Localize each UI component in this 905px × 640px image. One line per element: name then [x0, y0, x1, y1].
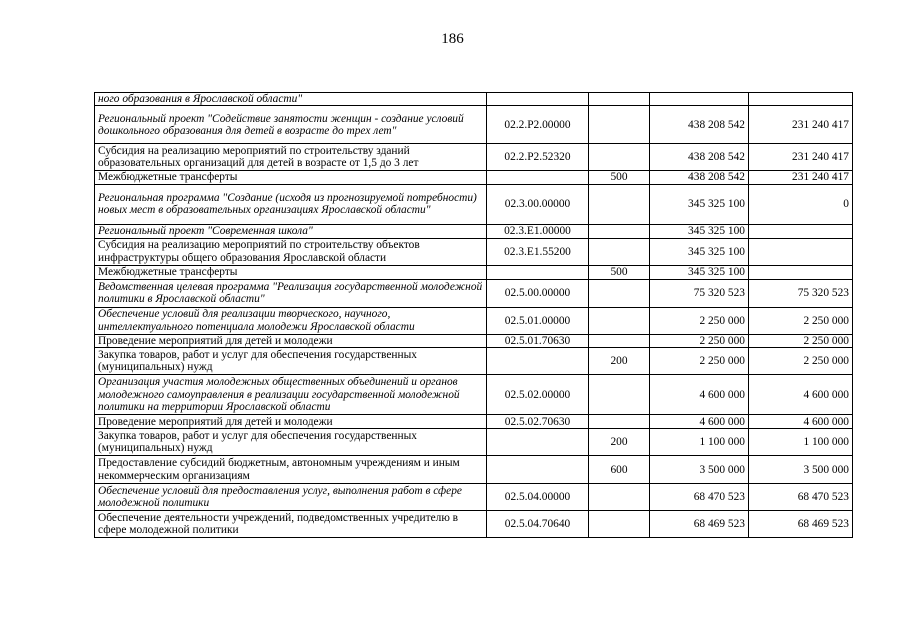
row-amount-1: 4 600 000	[650, 415, 749, 429]
row-amount-1: 345 325 100	[650, 238, 749, 265]
row-code	[487, 93, 589, 106]
table-row	[95, 307, 853, 334]
row-amount-2	[749, 265, 853, 279]
row-expense-type	[589, 238, 650, 265]
row-code: 02.2.P2.52320	[487, 144, 589, 171]
table-row	[95, 348, 853, 375]
row-expense-type	[589, 106, 650, 144]
row-expense-type: 200	[589, 348, 650, 375]
row-name: Предоставление субсидий бюджетным, автономным учреждениям и иным некоммерческим организациям	[95, 456, 487, 484]
row-name: Региональный проект "Содействие занятости женщин - создание условий дошкольного образования для детей в возрасте до трех лет"	[95, 106, 487, 144]
row-amount-2: 3 500 000	[749, 456, 853, 484]
row-name: Региональный проект "Современная школа"	[95, 224, 487, 238]
row-amount-2: 75 320 523	[749, 279, 853, 307]
row-code	[487, 265, 589, 279]
table-row	[95, 456, 853, 484]
table-row	[95, 238, 853, 265]
row-expense-type	[589, 93, 650, 106]
row-expense-type	[589, 184, 650, 224]
row-amount-2: 4 600 000	[749, 415, 853, 429]
row-code: 02.5.04.00000	[487, 484, 589, 511]
table-row	[95, 484, 853, 511]
row-name: Субсидия на реализацию мероприятий по строительству объектов инфраструктуры общего образования Ярославской области	[95, 238, 487, 265]
row-amount-1: 3 500 000	[650, 456, 749, 484]
row-amount-1: 4 600 000	[650, 375, 749, 415]
row-amount-2	[749, 224, 853, 238]
row-code: 02.3.E1.55200	[487, 238, 589, 265]
table-row	[95, 334, 853, 347]
row-amount-2: 68 470 523	[749, 484, 853, 511]
row-amount-1: 438 208 542	[650, 106, 749, 144]
table-row	[95, 415, 853, 429]
row-code: 02.5.02.70630	[487, 415, 589, 429]
row-name: Межбюджетные трансферты	[95, 265, 487, 279]
row-code: 02.5.01.00000	[487, 307, 589, 334]
table-row	[95, 171, 853, 184]
row-amount-1: 68 469 523	[650, 511, 749, 538]
row-amount-2: 1 100 000	[749, 429, 853, 456]
budget-table	[94, 92, 853, 538]
row-code: 02.5.00.00000	[487, 279, 589, 307]
row-name: Обеспечение условий для реализации творческого, научного, интеллектуального потенциала молодежи Ярославской области	[95, 307, 487, 334]
row-amount-2: 231 240 417	[749, 106, 853, 144]
row-name: Организация участия молодежных общественных объединений и органов молодежного самоуправления в реализации государственной молодежной политики на территории Ярославской области	[95, 375, 487, 415]
row-amount-1: 2 250 000	[650, 348, 749, 375]
row-expense-type: 500	[589, 265, 650, 279]
row-amount-1: 2 250 000	[650, 334, 749, 347]
row-expense-type: 500	[589, 171, 650, 184]
row-name: Проведение мероприятий для детей и молодежи	[95, 334, 487, 347]
row-name: Субсидия на реализацию мероприятий по строительству зданий образовательных организаций для детей в возрасте от 1,5 до 3 лет	[95, 144, 487, 171]
row-expense-type: 600	[589, 456, 650, 484]
page-number: 186	[441, 31, 464, 47]
row-code	[487, 429, 589, 456]
row-code: 02.2.P2.00000	[487, 106, 589, 144]
row-amount-1: 438 208 542	[650, 144, 749, 171]
table-row	[95, 375, 853, 415]
row-amount-2: 2 250 000	[749, 307, 853, 334]
row-amount-1	[650, 93, 749, 106]
row-amount-2: 4 600 000	[749, 375, 853, 415]
table-row	[95, 224, 853, 238]
row-name: Проведение мероприятий для детей и молодежи	[95, 415, 487, 429]
row-code	[487, 456, 589, 484]
row-amount-2: 0	[749, 184, 853, 224]
row-amount-2: 231 240 417	[749, 171, 853, 184]
row-expense-type	[589, 375, 650, 415]
row-amount-2: 68 469 523	[749, 511, 853, 538]
row-amount-1: 2 250 000	[650, 307, 749, 334]
row-code: 02.5.02.00000	[487, 375, 589, 415]
row-expense-type	[589, 279, 650, 307]
row-amount-2	[749, 238, 853, 265]
table-row	[95, 144, 853, 171]
row-amount-1: 345 325 100	[650, 265, 749, 279]
row-code	[487, 348, 589, 375]
row-amount-2	[749, 93, 853, 106]
row-name: Обеспечение деятельности учреждений, подведомственных учредителю в сфере молодежной политики	[95, 511, 487, 538]
row-amount-2: 2 250 000	[749, 334, 853, 347]
row-expense-type	[589, 334, 650, 347]
table-row	[95, 265, 853, 279]
row-name: Региональная программа "Создание (исходя из прогнозируемой потребности) новых мест в образовательных организациях Ярославской области"	[95, 184, 487, 224]
row-amount-1: 345 325 100	[650, 224, 749, 238]
table-row	[95, 184, 853, 224]
table-row	[95, 429, 853, 456]
row-name: ного образования в Ярославской области"	[95, 93, 487, 106]
row-expense-type	[589, 224, 650, 238]
row-code	[487, 171, 589, 184]
row-amount-1: 75 320 523	[650, 279, 749, 307]
row-name: Закупка товаров, работ и услуг для обеспечения государственных (муниципальных) нужд	[95, 429, 487, 456]
row-amount-1: 68 470 523	[650, 484, 749, 511]
row-expense-type: 200	[589, 429, 650, 456]
table-row	[95, 106, 853, 144]
row-name: Межбюджетные трансферты	[95, 171, 487, 184]
row-amount-1: 345 325 100	[650, 184, 749, 224]
row-expense-type	[589, 144, 650, 171]
row-name: Обеспечение условий для предоставления услуг, выполнения работ в сфере молодежной политики	[95, 484, 487, 511]
row-expense-type	[589, 307, 650, 334]
row-code: 02.5.01.70630	[487, 334, 589, 347]
table-row	[95, 279, 853, 307]
row-amount-2: 231 240 417	[749, 144, 853, 171]
row-amount-2: 2 250 000	[749, 348, 853, 375]
row-expense-type	[589, 484, 650, 511]
table-row	[95, 511, 853, 538]
row-expense-type	[589, 415, 650, 429]
row-expense-type	[589, 511, 650, 538]
table-row	[95, 93, 853, 106]
row-code: 02.3.E1.00000	[487, 224, 589, 238]
row-code: 02.5.04.70640	[487, 511, 589, 538]
row-code: 02.3.00.00000	[487, 184, 589, 224]
row-amount-1: 1 100 000	[650, 429, 749, 456]
row-amount-1: 438 208 542	[650, 171, 749, 184]
row-name: Закупка товаров, работ и услуг для обеспечения государственных (муниципальных) нужд	[95, 348, 487, 375]
row-name: Ведомственная целевая программа "Реализация государственной молодежной политики в Ярославской области"	[95, 279, 487, 307]
